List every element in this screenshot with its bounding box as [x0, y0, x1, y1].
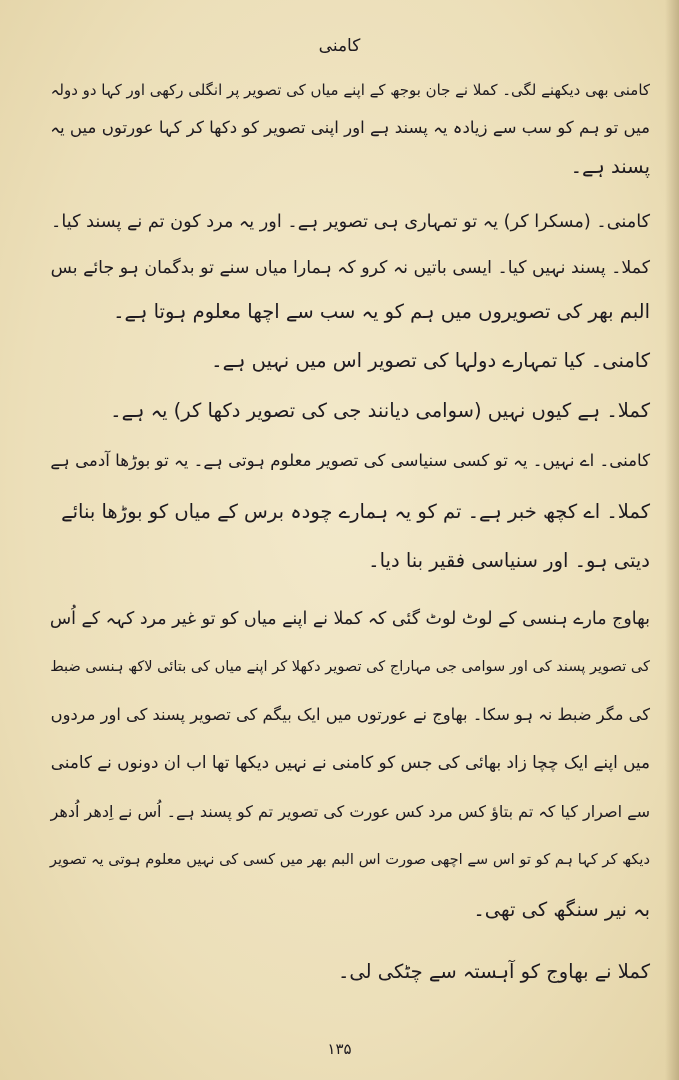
text-line: کامنی۔ اے نہیں۔ یہ تو کسی سنیاسی کی تصویر معلوم ہوتی ہے۔ یہ تو بوڑھا آدمی ہے — [50, 451, 650, 470]
text-line: کی مگر ضبط نہ ہو سکا۔ بھاوج نے عورتوں میں ایک بیگم کی تصویر پسند کی اور مردوں — [50, 705, 650, 724]
text-line: کی تصویر پسند کی اور سوامی جی مہاراج کی تصویر دکھلا کر اپنے میاں کی بتائی لاکھ ہنسی ضبط — [50, 658, 650, 675]
page-number: ۱۳۵ — [327, 1040, 352, 1058]
text-line: البم بھر کی تصویروں میں ہم کو یہ سب سے اچھا معلوم ہوتا ہے۔ — [113, 300, 650, 323]
text-line: کملا نے بھاوج کو آہستہ سے چٹکی لی۔ — [337, 960, 650, 983]
running-title: کامنی — [318, 36, 361, 56]
text-line: بہ نیر سنگھ کی تھی۔ — [473, 898, 650, 921]
text-line: کامنی۔ (مسکرا کر) یہ تو تمہاری ہی تصویر ہے۔ اور یہ مرد کون تم نے پسند کیا۔ — [51, 212, 650, 232]
text-line: کملا۔ ہے کیوں نہیں (سوامی دیانند جی کی تصویر دکھا کر) یہ ہے۔ — [110, 399, 650, 422]
text-line: کامنی۔ کیا تمہارے دولہا کی تصویر اس میں نہیں ہے۔ — [211, 349, 650, 372]
text-line: دیتی ہو۔ اور سنیاسی فقیر بنا دیا۔ — [368, 549, 650, 572]
text-line: سے اصرار کیا کہ تم بتاؤ کس مرد کس عورت کی تصویر تم کو پسند ہے۔ اُس نے اِدھر اُدھر — [50, 802, 650, 821]
text-line: میں تو ہم کو سب سے زیادہ یہ پسند ہے اور اپنی تصویر کو دکھا کر کہا عورتوں میں یہ — [50, 118, 650, 137]
text-line: کامنی بھی دیکھنے لگی۔ کملا نے جان بوجھ کے اپنے میاں کی تصویر پر انگلی رکھی اور کہا دو دولہ — [50, 81, 650, 99]
text-line: پسند ہے۔ — [570, 155, 650, 178]
text-line: دیکھ کر کہا ہم کو تو اس سے اچھی صورت اس البم بھر میں کسی کی نہیں معلوم ہوتی یہ تصویر — [49, 851, 650, 868]
text-line: کملا۔ پسند نہیں کیا۔ ایسی باتیں نہ کرو کہ ہمارا میاں سنے تو بدگمان ہو جائے بس — [50, 258, 650, 278]
page-edge-shadow — [665, 0, 679, 1080]
text-line: بھاوج مارے ہنسی کے لوٹ لوٹ گئی کہ کملا نے اپنے میاں کو تو غیر مرد کہہ کے اُس — [49, 609, 650, 629]
text-line: کملا۔ اے کچھ خبر ہے۔ تم کو یہ ہمارے چودہ برس کے میاں کو بوڑھا بنائے — [61, 500, 650, 523]
text-line: میں اپنے ایک چچا زاد بھائی کی جس کو کامنی نے نہیں دیکھا تھا اب ان دونوں نے کامنی — [50, 752, 650, 772]
